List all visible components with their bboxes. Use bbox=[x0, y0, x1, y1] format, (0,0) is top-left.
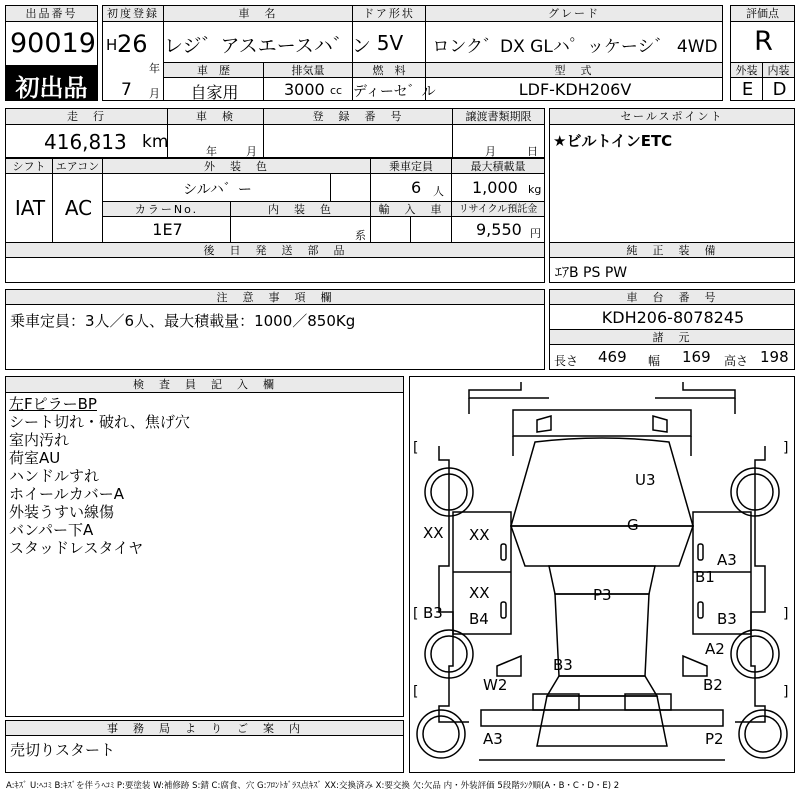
car-name: レジ゛アスエースハ゛ン bbox=[164, 35, 371, 57]
import-label: 輸 入 車 bbox=[370, 201, 452, 217]
era: H bbox=[106, 36, 118, 54]
exterior-score: E bbox=[741, 79, 754, 100]
model-label: 型 式 bbox=[425, 62, 723, 78]
registration-number bbox=[263, 124, 453, 158]
capacity: 6 bbox=[411, 178, 422, 197]
genuine-equipment: ｴｱB PS PW bbox=[555, 265, 628, 281]
recycle-label: リサイクル預託金 bbox=[451, 201, 545, 217]
damage-mark: A3 bbox=[717, 551, 737, 569]
first-registration-label: 初度登録 bbox=[102, 5, 164, 22]
lot-number-cell bbox=[5, 21, 98, 66]
transfer-deadline-label: 譲渡書類期限 bbox=[452, 108, 545, 125]
interior-color-label: 内 装 色 bbox=[230, 201, 371, 217]
office-notes-label: 事 務 局 よ り ご 案 内 bbox=[5, 720, 404, 736]
door-label: ドア形状 bbox=[352, 5, 426, 22]
displacement-label: 排気量 bbox=[263, 62, 353, 78]
damage-mark: B3 bbox=[553, 656, 573, 674]
length: 469 bbox=[598, 348, 627, 366]
max-load-label: 最大積載量 bbox=[451, 158, 545, 174]
lot-number: 90019 bbox=[10, 28, 96, 59]
first-listing-badge: 初出品 bbox=[5, 65, 98, 101]
damage-mark: G bbox=[627, 516, 639, 534]
damage-mark: P3 bbox=[593, 586, 612, 604]
model-code: LDF-KDH206V bbox=[518, 80, 632, 99]
note-line: 室内汚れ bbox=[9, 431, 70, 449]
note-line: 外装うすい線傷 bbox=[9, 503, 115, 521]
later-parts bbox=[5, 257, 545, 283]
exterior-color-label: 外 装 色 bbox=[102, 158, 371, 174]
note-line: ハンドルすれ bbox=[9, 467, 100, 485]
damage-mark: W2 bbox=[483, 676, 508, 694]
bracket-left: [ bbox=[413, 440, 419, 456]
fuel: ディーセ゛ル bbox=[353, 84, 436, 100]
door-type: 5V bbox=[376, 31, 404, 55]
damage-mark: B1 bbox=[695, 568, 715, 586]
caution-text: 乗車定員：3人／6人、最大積載量：1000／850Kg bbox=[10, 312, 356, 330]
later-parts-label: 後 日 発 送 部 品 bbox=[5, 242, 545, 258]
bracket-left: [ bbox=[413, 684, 419, 700]
history: 自家用 bbox=[190, 83, 239, 102]
damage-mark: A2 bbox=[705, 640, 725, 658]
exterior-color: シルハ゛ー bbox=[183, 182, 252, 198]
grade-label: グレード bbox=[425, 5, 723, 22]
note-line: ホイールカバーA bbox=[9, 485, 124, 503]
reg-year: 26 bbox=[117, 30, 148, 58]
aircon-label: エアコン bbox=[52, 158, 103, 174]
score-label: 評価点 bbox=[730, 5, 795, 22]
damage-mark: XX bbox=[423, 524, 444, 542]
selling-point: ★ビルトインETC bbox=[553, 132, 673, 150]
inspector-notes-label: 検 査 員 記 入 欄 bbox=[5, 376, 404, 393]
bracket-right: ] bbox=[783, 684, 789, 700]
grade: ロンク゛DX GLハ゜ッケーシ゛ 4WD bbox=[432, 37, 718, 57]
note-line: 左FピラーBP bbox=[9, 395, 97, 413]
bracket-right: ] bbox=[783, 606, 789, 622]
registration-number-label: 登 録 番 号 bbox=[263, 108, 453, 125]
chassis-number: KDH206-8078245 bbox=[601, 308, 745, 327]
car-name-label: 車 名 bbox=[163, 5, 353, 22]
shift-label: シフト bbox=[5, 158, 53, 174]
note-line: 荷室AU bbox=[9, 449, 61, 467]
capacity-label: 乗車定員 bbox=[370, 158, 452, 174]
damage-mark: B2 bbox=[703, 676, 723, 694]
selling-point-label: セールスポイント bbox=[549, 108, 795, 125]
note-line: スタッドレスタイヤ bbox=[9, 539, 144, 557]
shift: IAT bbox=[14, 196, 46, 220]
damage-mark: XX bbox=[469, 584, 490, 602]
aircon: AC bbox=[64, 196, 93, 220]
damage-mark: P2 bbox=[705, 730, 724, 748]
first-registration-cell: H 26 年 7 月 bbox=[102, 21, 164, 101]
history-label: 車 歴 bbox=[163, 62, 264, 78]
damage-mark: A3 bbox=[483, 730, 503, 748]
lot-number-label: 出品番号 bbox=[5, 5, 98, 22]
color-number: 1E7 bbox=[152, 220, 183, 239]
displacement: 3000 bbox=[284, 80, 325, 99]
reg-month: 7 bbox=[121, 80, 132, 100]
caution-label: 注 意 事 項 欄 bbox=[5, 289, 545, 305]
note-line: バンパー下A bbox=[9, 521, 94, 539]
color-number-label: カラーNo. bbox=[102, 201, 231, 217]
mileage-label: 走 行 bbox=[5, 108, 168, 125]
max-load: 1,000 bbox=[472, 178, 518, 197]
inspection-label: 車 検 bbox=[167, 108, 264, 125]
width: 169 bbox=[682, 348, 711, 366]
damage-mark: B4 bbox=[469, 610, 489, 628]
damage-mark: U3 bbox=[635, 471, 656, 489]
fuel-label: 燃 料 bbox=[352, 62, 426, 78]
office-notes: 売切りスタート bbox=[10, 741, 116, 759]
mileage: 416,813 bbox=[44, 130, 127, 154]
damage-mark: B3 bbox=[423, 604, 443, 622]
bracket-right: ] bbox=[783, 440, 789, 456]
interior-label: 内装 bbox=[762, 62, 795, 78]
height: 198 bbox=[760, 348, 789, 366]
note-line: シート切れ・破れ、焦げ穴 bbox=[9, 413, 190, 431]
evaluation-score: R bbox=[754, 26, 773, 57]
bracket-left: [ bbox=[413, 606, 419, 622]
vehicle-diagram bbox=[409, 376, 795, 773]
genuine-equipment-label: 純 正 装 備 bbox=[549, 242, 795, 258]
inspector-notes bbox=[9, 395, 190, 557]
legend: A:ｷｽﾞ U:ﾍｺﾐ B:ｷｽﾞを伴うﾍｺﾐ P:要塗装 W:補修跡 S:錆 C:腐食、穴 G:ﾌﾛﾝﾄｶﾞﾗｽ点ｷｽﾞ XX:交換済み X:要交換 欠:欠品 内・外装評価 5段階ﾗﾝｸ順(A・B・C・D・E) 2 bbox=[6, 781, 620, 791]
recycle-deposit: 9,550 bbox=[476, 220, 522, 239]
interior-score: D bbox=[772, 79, 787, 100]
damage-mark: XX bbox=[469, 526, 490, 544]
exterior-label: 外装 bbox=[730, 62, 763, 78]
chassis-number-label: 車 台 番 号 bbox=[549, 289, 795, 305]
damage-mark: B3 bbox=[717, 610, 737, 628]
specs-label: 諸 元 bbox=[549, 329, 795, 345]
